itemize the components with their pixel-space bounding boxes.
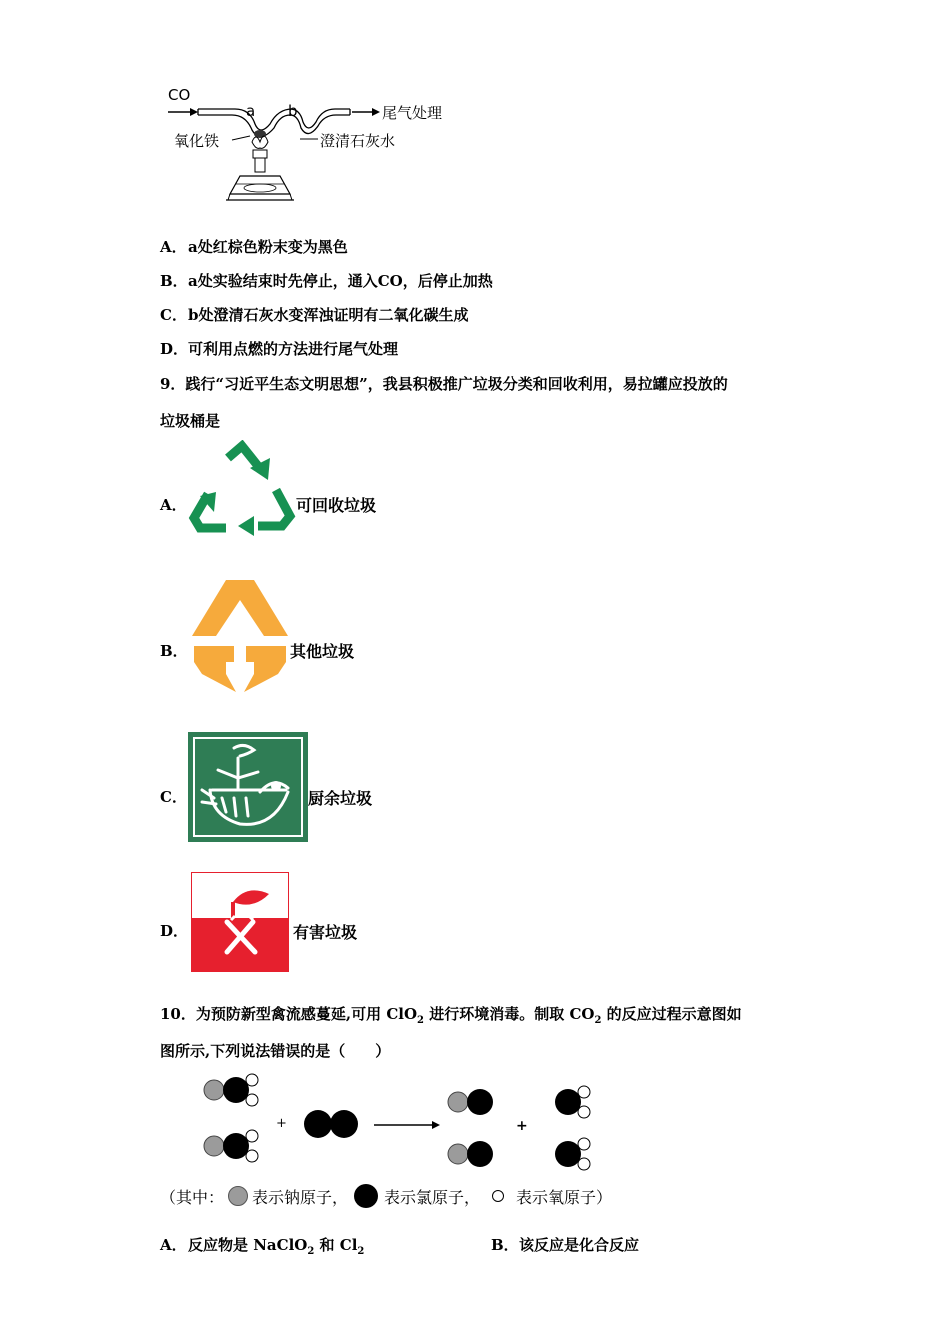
plus-sign-right: + (516, 1118, 528, 1134)
reaction-diagram (196, 1072, 616, 1176)
q10-stem-line2: 图所示,下列说法错误的是（ ） (160, 1042, 391, 1060)
q10-option-a-label: A． (160, 1236, 187, 1254)
naclo2-molecule-bottom (204, 1130, 258, 1162)
q9-option-d-caption: 有害垃圾 (293, 923, 358, 942)
q10-stem-sub1: 2 (417, 1015, 424, 1026)
oxygen-atom-icon (492, 1190, 504, 1202)
q10-option-a-sub1: 2 (307, 1246, 315, 1257)
q10-option-b-label: B． (491, 1236, 519, 1254)
q8-option-a-label: A． (160, 238, 187, 256)
q9-stem-line2: 垃圾桶是 (160, 412, 221, 430)
q9-option-b-label: B． (160, 642, 188, 660)
cl2-molecule (304, 1110, 358, 1138)
legend-sodium: 表示钠原子， (252, 1187, 349, 1207)
q8-option-d-text: 可利用点燃的方法进行尾气处理 (188, 340, 399, 358)
q9-option-a-label: A． (160, 496, 187, 514)
q8-option-a-text: a处红棕色粉末变为黑色 (188, 238, 348, 256)
q8-option-c-text: b处澄清石灰水变浑浊证明有二氧化碳生成 (188, 306, 469, 324)
q9-option-d-label: D． (160, 922, 189, 940)
q10-stem-part2: 进行环境消毒。制取 CO (424, 1005, 595, 1023)
q9-option-a-caption: 可回收垃圾 (296, 496, 377, 515)
hazardous-waste-icon (191, 872, 289, 972)
nacl-molecule-top (448, 1089, 493, 1115)
q8-option-a (160, 236, 348, 257)
reaction-legend (160, 1184, 612, 1208)
point-b-label: b (288, 102, 298, 120)
q9-option-b-caption: 其他垃圾 (290, 642, 355, 661)
q10-option-a-text1: 反应物是 NaClO (188, 1236, 308, 1254)
iron-oxide-label: 氧化铁 (174, 132, 220, 150)
q10-stem-sub2: 2 (594, 1015, 602, 1026)
legend-oxygen: 表示氧原子） (516, 1187, 613, 1207)
q8-option-b (160, 270, 493, 291)
q8-option-c-label: C． (160, 306, 187, 324)
q10-stem-line1 (160, 1003, 742, 1026)
q10-stem-part3: 的反应过程示意图如 (601, 1005, 742, 1023)
q8-option-d (160, 338, 398, 359)
naclo2-molecule-top (204, 1074, 258, 1106)
q8-option-b-text: a处实验结束时先停止，通入CO，后停止加热 (188, 272, 493, 290)
point-a-label: a (246, 102, 256, 120)
co-label: CO (168, 86, 191, 104)
q9-stem-line1: 9．践行“习近平生态文明思想”，我县积极推广垃圾分类和回收利用，易拉罐应投放的 (160, 375, 728, 393)
legend-chlorine: 表示氯原子， (384, 1187, 481, 1207)
q9-option-c-label: C． (160, 788, 187, 806)
other-waste-icon (192, 578, 288, 694)
q8-option-b-label: B． (160, 272, 188, 290)
nacl-molecule-bottom (448, 1141, 493, 1167)
q10-option-b-text: 该反应是化合反应 (519, 1236, 640, 1254)
q10-option-a-text2: 和 Cl (314, 1236, 358, 1254)
q10-option-b (491, 1234, 639, 1255)
q8-option-c (160, 304, 469, 325)
recycle-icon (188, 440, 296, 538)
q10-option-a (160, 1234, 364, 1257)
apparatus-figure (160, 84, 470, 214)
limewater-label: 澄清石灰水 (320, 132, 396, 150)
tail-gas-label: 尾气处理 (382, 104, 443, 122)
chlorine-atom-icon (354, 1184, 378, 1208)
kitchen-waste-icon (188, 732, 308, 842)
clo2-molecule-bottom (555, 1138, 590, 1170)
q10-option-a-sub2: 2 (357, 1246, 365, 1257)
clo2-molecule-top (555, 1086, 590, 1118)
legend-open: （其中： (160, 1187, 225, 1207)
sodium-atom-icon (228, 1186, 248, 1206)
q10-stem-part1: 10．为预防新型禽流感蔓延,可用 ClO (160, 1005, 418, 1023)
q8-option-d-label: D． (160, 340, 189, 358)
plus-sign-left: + (276, 1116, 287, 1131)
q9-option-c-caption: 厨余垃圾 (308, 789, 373, 808)
